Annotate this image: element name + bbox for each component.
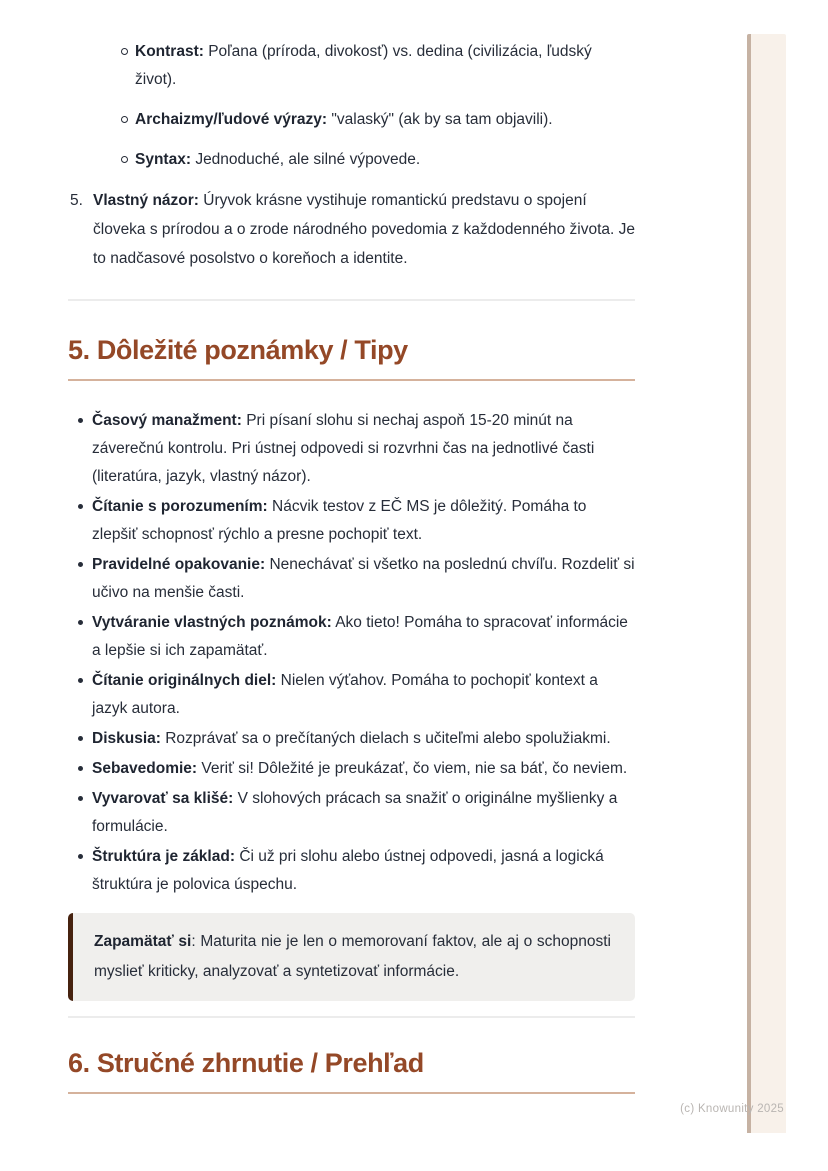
item-label: Vyvarovať sa klišé: [92, 790, 234, 807]
list-item [92, 785, 635, 841]
circle-bullet-icon [121, 116, 128, 123]
item-text: Či už pri slohu alebo ústnej odpovedi, jasná a logická štruktúra je polovica úspechu. [92, 848, 604, 893]
item-text: Jednoduché, ale silné výpovede. [195, 151, 421, 168]
list-item [92, 493, 635, 549]
list-item [92, 843, 635, 899]
item-label: Časový manažment: [92, 412, 242, 429]
bullet-dot-icon [78, 766, 83, 771]
item-label: Čítanie originálnych diel: [92, 672, 277, 689]
section-divider [68, 1016, 635, 1018]
bullet-dot-icon [78, 504, 83, 509]
item-text: Rozprávať sa o prečítaných dielach s učiteľmi alebo spolužiakmi. [165, 730, 611, 747]
item-label: Kontrast: [135, 43, 204, 60]
bullet-dot-icon [78, 854, 83, 859]
list-item [92, 609, 635, 665]
list-number: 5. [70, 192, 83, 209]
item-text: Úryvok krásne vystihuje romantickú predstavu o spojení človeka s prírodou a o zrode národného povedomia z každodenného života. Je to nadčasové posolstvo o koreňoch a identite. [93, 192, 635, 267]
bullet-dot-icon [78, 620, 83, 625]
item-label: Vlastný názor: [93, 192, 199, 209]
list-item [135, 146, 635, 174]
callout-label: Zapamätať si [94, 933, 192, 950]
item-label: Štruktúra je základ: [92, 848, 235, 865]
circle-bullet-icon [121, 156, 128, 163]
item-label: Pravidelné opakovanie: [92, 556, 266, 573]
item-text: Pri písaní slohu si nechaj aspoň 15-20 minút na záverečnú kontrolu. Pri ústnej odpovedi si rozvrhni čas na jednotlivé časti (literatúra, jazyk, vlastný názor). [92, 412, 595, 485]
circle-bullet-icon [121, 48, 128, 55]
page-edge-stripe [747, 34, 786, 1133]
list-item [92, 725, 635, 753]
list-item [135, 38, 635, 94]
list-item [92, 667, 635, 723]
item-label: Čítanie s porozumením: [92, 498, 268, 515]
bullet-dot-icon [78, 736, 83, 741]
item-label: Syntax: [135, 151, 191, 168]
callout-note [68, 913, 635, 1001]
list-item [92, 407, 635, 491]
list-item [92, 551, 635, 607]
item-body [93, 186, 635, 273]
bullet-dot-icon [78, 562, 83, 567]
numbered-list-item [70, 186, 635, 273]
section-heading-tips: 5. Dôležité poznámky / Tipy [68, 335, 635, 381]
tips-bullet-list [68, 407, 635, 899]
item-text: "valaský" (ak by sa tam objavili). [331, 111, 553, 128]
bullet-dot-icon [78, 796, 83, 801]
item-label: Sebavedomie: [92, 760, 198, 777]
item-text: Nenechávať si všetko na poslednú chvíľu. Rozdeliť si učivo na menšie časti. [92, 556, 635, 601]
bullet-dot-icon [78, 678, 83, 683]
bullet-dot-icon [78, 418, 83, 423]
copyright-footer: (c) Knowunity 2025 [680, 1103, 784, 1115]
list-item [135, 106, 635, 134]
item-text: Nielen výťahov. Pomáha to pochopiť kontext a jazyk autora. [92, 672, 598, 717]
nested-bullet-list [68, 38, 635, 174]
item-text: Poľana (príroda, divokosť) vs. dedina (civilizácia, ľudský život). [135, 43, 592, 88]
section-heading-summary: 6. Stručné zhrnutie / Prehľad [68, 1048, 635, 1094]
list-item [92, 755, 635, 783]
section-divider [68, 299, 635, 301]
item-text: Nácvik testov z EČ MS je dôležitý. Pomáha to zlepšiť schopnosť rýchlo a presne pochopiť text. [92, 498, 587, 543]
item-label: Archaizmy/ľudové výrazy: [135, 111, 328, 128]
callout-text: : Maturita nie je len o memorovaní faktov, ale aj o schopnosti myslieť kriticky, analyzovať a syntetizovať informácie. [94, 933, 611, 980]
item-text: Ako tieto! Pomáha to spracovať informácie a lepšie si ich zapamätať. [92, 614, 628, 659]
item-label: Diskusia: [92, 730, 161, 747]
item-text: Veriť si! Dôležité je preukázať, čo viem, nie sa báť, čo neviem. [201, 760, 628, 777]
item-text: V slohových prácach sa snažiť o originálne myšlienky a formulácie. [92, 790, 618, 835]
document-content [68, 38, 635, 1094]
item-label: Vytváranie vlastných poznámok: [92, 614, 332, 631]
